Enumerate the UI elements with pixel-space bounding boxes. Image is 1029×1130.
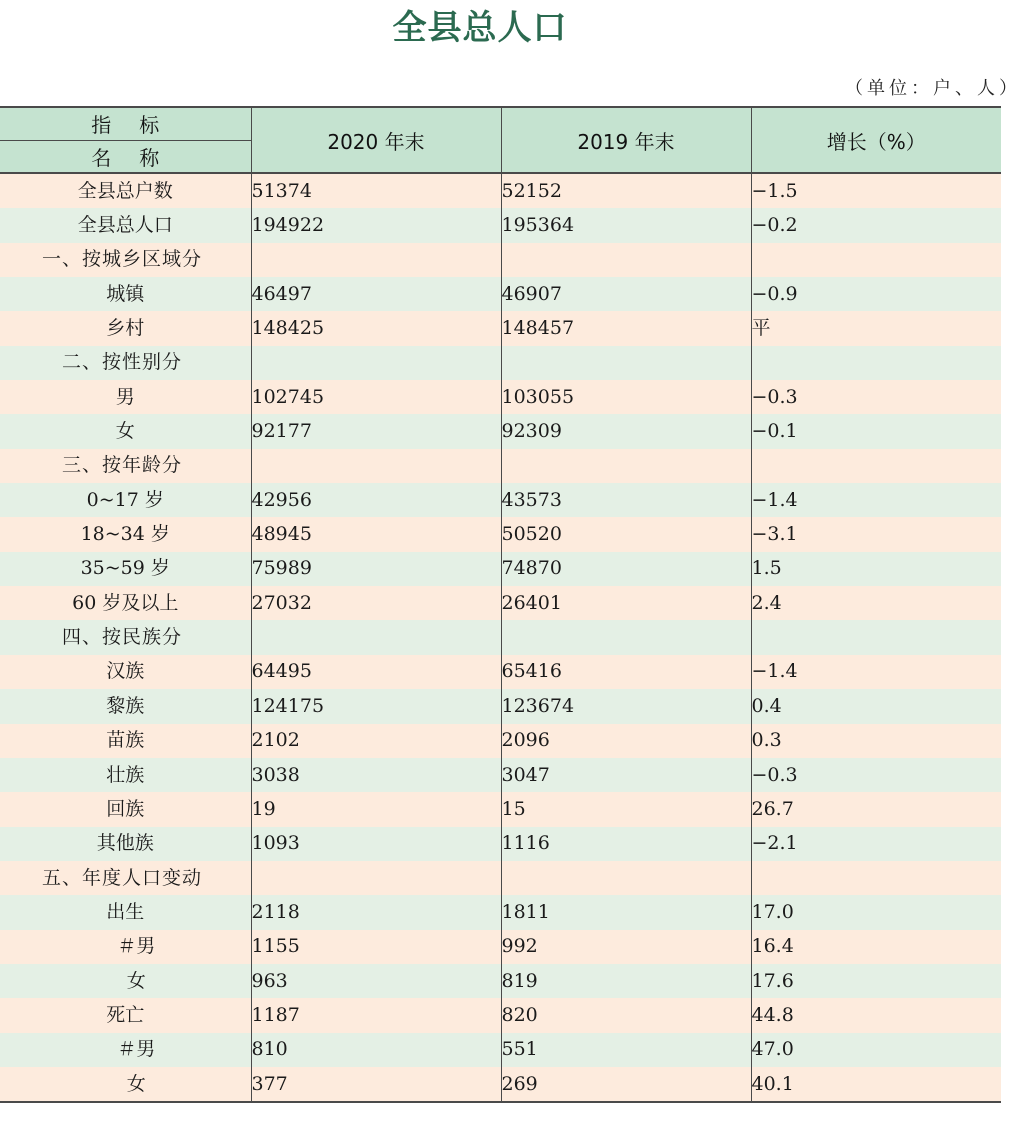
value-2019: 1811 <box>501 895 751 929</box>
table-body <box>0 173 1001 1102</box>
row-name: 出生 <box>0 895 251 929</box>
value-growth: 17.6 <box>751 964 1001 998</box>
table-row <box>0 517 1001 551</box>
value-2019: 148457 <box>501 311 751 345</box>
value-growth: 44.8 <box>751 998 1001 1032</box>
value-growth: −1.4 <box>751 655 1001 689</box>
row-name: 其他族 <box>0 827 251 861</box>
row-name: 女 <box>0 414 251 448</box>
value-growth <box>751 449 1001 483</box>
value-2019: 992 <box>501 930 751 964</box>
row-name: 黎族 <box>0 689 251 723</box>
value-2020: 963 <box>251 964 501 998</box>
value-growth: 47.0 <box>751 1033 1001 1067</box>
value-2020 <box>251 243 501 277</box>
value-2020: 64495 <box>251 655 501 689</box>
table-row <box>0 586 1001 620</box>
header-name: 名称 <box>91 145 188 170</box>
table-header-row <box>0 107 1001 173</box>
header-2020: 2020 年末 <box>251 107 501 173</box>
value-2019: 2096 <box>501 724 751 758</box>
value-2020: 19 <box>251 792 501 826</box>
value-2020: 2118 <box>251 895 501 929</box>
value-2020: 27032 <box>251 586 501 620</box>
value-2020: 92177 <box>251 414 501 448</box>
value-2020 <box>251 861 501 895</box>
value-2019: 123674 <box>501 689 751 723</box>
row-name: 苗族 <box>0 724 251 758</box>
table-row <box>0 689 1001 723</box>
value-growth: 1.5 <box>751 552 1001 586</box>
value-2020 <box>251 620 501 654</box>
table-row <box>0 277 1001 311</box>
value-2019: 819 <box>501 964 751 998</box>
value-growth: 2.4 <box>751 586 1001 620</box>
value-growth <box>751 861 1001 895</box>
row-name: ＃男 <box>0 930 251 964</box>
row-name: 四、按民族分 <box>0 620 251 654</box>
value-growth: 0.4 <box>751 689 1001 723</box>
value-2019 <box>501 620 751 654</box>
value-2019: 92309 <box>501 414 751 448</box>
value-2019: 65416 <box>501 655 751 689</box>
value-growth: −1.5 <box>751 173 1001 208</box>
value-2020: 377 <box>251 1067 501 1102</box>
value-2019: 103055 <box>501 380 751 414</box>
row-name: 二、按性别分 <box>0 346 251 380</box>
value-growth: −3.1 <box>751 517 1001 551</box>
table-row <box>0 1067 1001 1102</box>
table-row <box>0 827 1001 861</box>
table-row <box>0 724 1001 758</box>
row-name: ＃男 <box>0 1033 251 1067</box>
value-2019 <box>501 861 751 895</box>
row-name: 城镇 <box>0 277 251 311</box>
header-indicator: 指标 <box>0 108 251 141</box>
value-growth: 40.1 <box>751 1067 1001 1102</box>
row-name: 五、年度人口变动 <box>0 861 251 895</box>
value-growth <box>751 243 1001 277</box>
table-row <box>0 930 1001 964</box>
row-name: 女 <box>0 964 251 998</box>
value-growth: −0.9 <box>751 277 1001 311</box>
table-row <box>0 964 1001 998</box>
value-2020 <box>251 449 501 483</box>
table-row <box>0 552 1001 586</box>
row-name: 乡村 <box>0 311 251 345</box>
value-2020: 2102 <box>251 724 501 758</box>
value-growth: 16.4 <box>751 930 1001 964</box>
value-2019: 1116 <box>501 827 751 861</box>
row-name: 35~59 岁 <box>0 552 251 586</box>
value-2019 <box>501 243 751 277</box>
table-row <box>0 895 1001 929</box>
header-growth: 增长（%） <box>751 107 1001 173</box>
value-growth: 26.7 <box>751 792 1001 826</box>
value-2020: 51374 <box>251 173 501 208</box>
value-2020: 1187 <box>251 998 501 1032</box>
header-indicator-name <box>0 107 251 173</box>
value-growth: 17.0 <box>751 895 1001 929</box>
value-2019 <box>501 449 751 483</box>
value-2020: 1093 <box>251 827 501 861</box>
row-name: 女 <box>0 1067 251 1102</box>
value-2019: 52152 <box>501 173 751 208</box>
value-growth: −0.2 <box>751 208 1001 242</box>
table-row <box>0 380 1001 414</box>
row-name: 汉族 <box>0 655 251 689</box>
table-row <box>0 861 1001 895</box>
table-row <box>0 311 1001 345</box>
table-row <box>0 792 1001 826</box>
unit-note: （单位：户、人） <box>845 78 1021 99</box>
value-growth: −2.1 <box>751 827 1001 861</box>
value-growth: −1.4 <box>751 483 1001 517</box>
value-2020: 48945 <box>251 517 501 551</box>
value-2019: 50520 <box>501 517 751 551</box>
value-2020: 810 <box>251 1033 501 1067</box>
value-2020: 194922 <box>251 208 501 242</box>
value-2020: 1155 <box>251 930 501 964</box>
value-growth: 0.3 <box>751 724 1001 758</box>
value-growth: 平 <box>751 311 1001 345</box>
value-2019: 551 <box>501 1033 751 1067</box>
table-row <box>0 414 1001 448</box>
value-2019: 74870 <box>501 552 751 586</box>
value-2019: 3047 <box>501 758 751 792</box>
table-row <box>0 655 1001 689</box>
row-name: 一、按城乡区域分 <box>0 243 251 277</box>
value-2019: 269 <box>501 1067 751 1102</box>
value-growth <box>751 620 1001 654</box>
table-row <box>0 998 1001 1032</box>
header-2019: 2019 年末 <box>501 107 751 173</box>
value-growth <box>751 346 1001 380</box>
row-name: 死亡 <box>0 998 251 1032</box>
value-growth: −0.3 <box>751 380 1001 414</box>
row-name: 60 岁及以上 <box>0 586 251 620</box>
row-name: 男 <box>0 380 251 414</box>
row-name: 回族 <box>0 792 251 826</box>
value-2020: 42956 <box>251 483 501 517</box>
row-name: 三、按年龄分 <box>0 449 251 483</box>
table-row <box>0 243 1001 277</box>
population-table <box>0 106 1001 1103</box>
value-2019: 820 <box>501 998 751 1032</box>
value-2019 <box>501 346 751 380</box>
value-2019: 15 <box>501 792 751 826</box>
table-row <box>0 483 1001 517</box>
value-2020: 124175 <box>251 689 501 723</box>
row-name: 壮族 <box>0 758 251 792</box>
value-2020 <box>251 346 501 380</box>
value-growth: −0.1 <box>751 414 1001 448</box>
value-2020: 75989 <box>251 552 501 586</box>
value-2019: 26401 <box>501 586 751 620</box>
page-title: 全县总人口 <box>392 8 568 48</box>
row-name: 0~17 岁 <box>0 483 251 517</box>
value-2020: 3038 <box>251 758 501 792</box>
table-row <box>0 449 1001 483</box>
table-row <box>0 1033 1001 1067</box>
value-2020: 102745 <box>251 380 501 414</box>
table-row <box>0 346 1001 380</box>
value-2019: 195364 <box>501 208 751 242</box>
table-row <box>0 758 1001 792</box>
table-row <box>0 208 1001 242</box>
value-2020: 148425 <box>251 311 501 345</box>
value-2019: 46907 <box>501 277 751 311</box>
row-name: 18~34 岁 <box>0 517 251 551</box>
row-name: 全县总户数 <box>0 173 251 208</box>
value-2019: 43573 <box>501 483 751 517</box>
table-row <box>0 173 1001 208</box>
value-2020: 46497 <box>251 277 501 311</box>
value-growth: −0.3 <box>751 758 1001 792</box>
row-name: 全县总人口 <box>0 208 251 242</box>
table-row <box>0 620 1001 654</box>
